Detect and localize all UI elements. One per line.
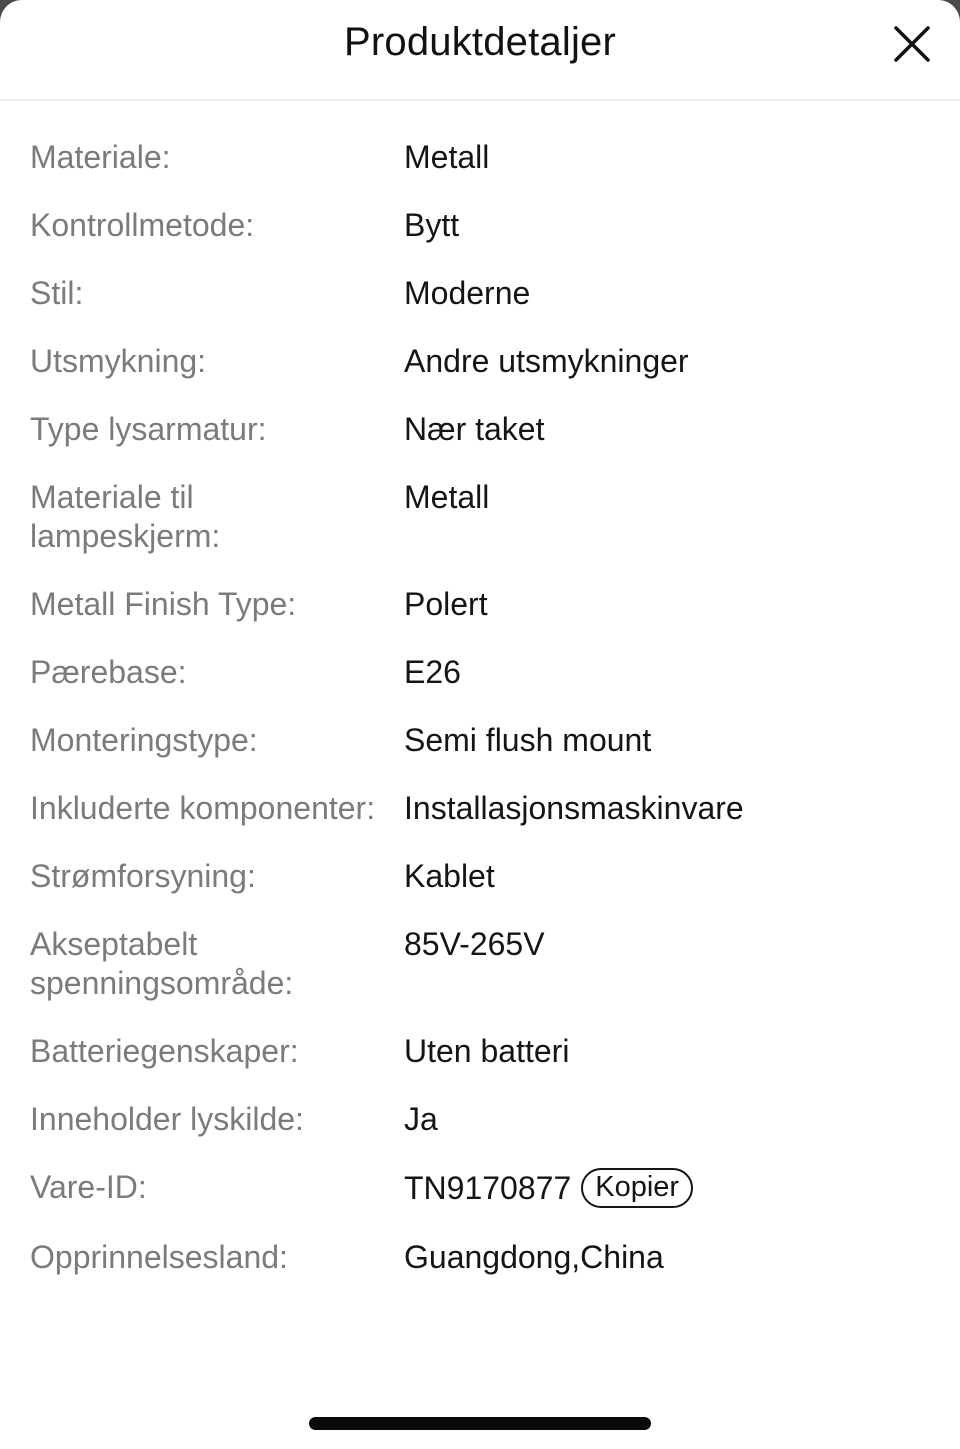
detail-label: Vare-ID:	[30, 1169, 147, 1205]
detail-row	[30, 410, 940, 449]
detail-value: Polert	[404, 586, 488, 622]
detail-label: Opprinnelsesland:	[30, 1239, 288, 1275]
detail-value: Guangdong,China	[404, 1239, 664, 1275]
sheet-title: Produktdetaljer	[343, 20, 617, 64]
detail-value: Ja	[404, 1101, 438, 1137]
detail-label: Akseptabelt spenningsområde:	[30, 926, 294, 1001]
sheet-header	[0, 0, 960, 101]
detail-label: Kontrollmetode:	[30, 207, 255, 243]
home-indicator	[309, 1417, 651, 1430]
detail-row	[30, 721, 940, 760]
detail-label: Metall Finish Type:	[30, 586, 297, 622]
detail-row	[30, 653, 940, 692]
detail-value: Uten batteri	[404, 1033, 570, 1069]
detail-row	[30, 206, 940, 245]
detail-value: E26	[404, 654, 461, 690]
detail-value: Semi flush mount	[404, 722, 652, 758]
detail-label: Pærebase:	[30, 654, 187, 690]
detail-row	[30, 274, 940, 313]
detail-label: Type lysarmatur:	[30, 411, 267, 447]
detail-value: Metall	[404, 139, 490, 175]
detail-value: Nær taket	[404, 411, 545, 447]
copy-id-button[interactable]: Kopier	[581, 1168, 693, 1208]
detail-value: Installasjonsmaskinvare	[404, 790, 744, 826]
detail-label: Inneholder lyskilde:	[30, 1101, 304, 1137]
detail-label: Batteriegenskaper:	[30, 1033, 299, 1069]
item-id-value: TN9170877	[404, 1169, 572, 1206]
detail-row	[30, 138, 940, 177]
detail-row	[30, 1032, 940, 1071]
detail-value: 85V-265V	[404, 926, 545, 962]
detail-label: Strømforsyning:	[30, 858, 256, 894]
detail-label: Monteringstype:	[30, 722, 258, 758]
detail-value: Kablet	[404, 858, 495, 894]
detail-row	[30, 478, 940, 556]
details-list	[30, 101, 940, 1277]
close-icon	[892, 24, 932, 64]
detail-row	[30, 1238, 940, 1277]
detail-row	[30, 857, 940, 896]
detail-value-with-action	[404, 1168, 940, 1208]
close-button[interactable]	[892, 24, 932, 64]
detail-value: Moderne	[404, 275, 531, 311]
detail-row	[30, 1100, 940, 1139]
detail-label: Utsmykning:	[30, 343, 207, 379]
detail-row	[30, 585, 940, 624]
detail-row	[30, 342, 940, 381]
detail-label: Materiale til lampeskjerm:	[30, 479, 221, 554]
detail-value: Andre utsmykninger	[404, 343, 689, 379]
detail-label: Stil:	[30, 275, 84, 311]
detail-value: Bytt	[404, 207, 460, 243]
detail-row	[30, 925, 940, 1003]
detail-value: Metall	[404, 479, 490, 515]
detail-row	[30, 1168, 940, 1208]
detail-label: Inkluderte komponenter:	[30, 790, 376, 826]
detail-row	[30, 789, 940, 828]
detail-label: Materiale:	[30, 139, 171, 175]
